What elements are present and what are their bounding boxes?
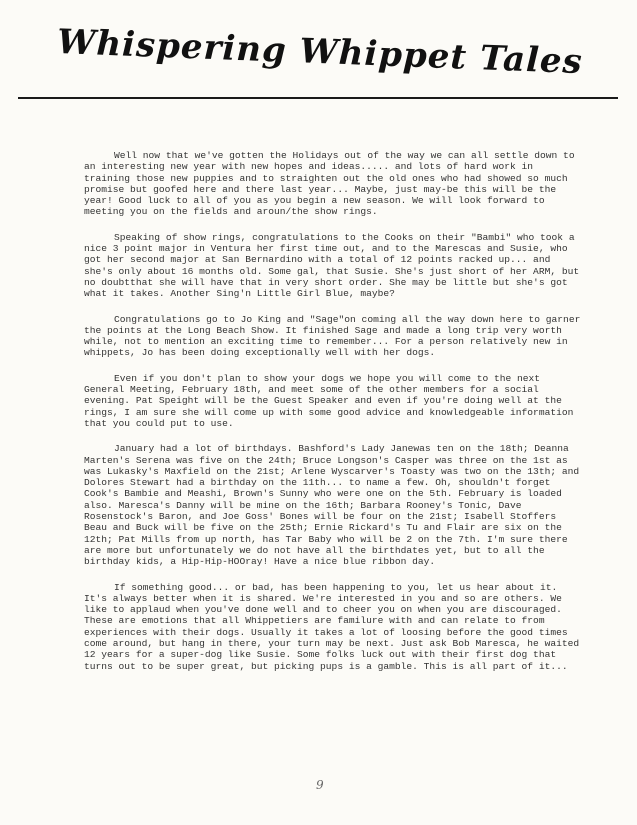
paragraph-show-rings: Speaking of show rings, congratulations to the Cooks on their "Bambi" who took a nice 3 point major in Ventura her first time out, and to the Marescas and Susie, who got her second major at San Bernardino with a total of 12 points racked up... and she's only about 16 months old. Some gal, that Susie. She's just short of her ARM, but no doubtthat she will have that in very short order. She may be little but she's got what it takes. Another Sing'n Little Girl Blue, maybe?	[84, 231, 580, 300]
paragraph-jo-king: Congratulations go to Jo King and "Sage"on coming all the way down here to garner the points at the Long Beach Show. It finished Sage and made a long trip very worth while, not to mention an exciting time to remember... For a person relatively new in whippets, Jo has been doing exceptionally well with her dogs.	[84, 313, 581, 359]
article-body	[84, 150, 584, 686]
paragraph-general-meeting: Even if you don't plan to show your dogs we hope you will come to the next General Meeting, February 18th, and meet some of the other members for a social evening. Pat Speight will be the Guest Speaker and even if you're doing well at the rings, I am sure she will come up with some good advice and knowledgeable information that you could put to use.	[84, 372, 574, 429]
page-number: 9	[316, 778, 324, 792]
newsletter-title: Whispering Whippet Tales	[56, 22, 584, 83]
paragraph-birthdays: January had a lot of birthdays. Bashford's Lady Janewas ten on the 18th; Deanna Marten's Serena was five on the 24th; Bruce Longson's Casper was three on the 1st as was Lukasky's Maxfield on the 21st; Arlene Wyscarver's Toasty was two on the 13th; and Dolores Stewart had a birthday on the 11th... to name a few. Oh, shouldn't forget Cook's Bambie and Meashi, Brown's Sunny who were one on the 5th. February is loaded also. Maresca's Danny will be mine on the 16th; Barbara Rooney's Tonic, Dave Rosenstock's Baron, and Joe Goss' Bones will be four on the 21st; Isabell Stoffers Beau and Buck will be five on the 25th; Ernie Rickard's Tu and Flair are six on the 12th; Pat Mills from up north, has Tar Baby who will be 2 on the 7th. I'm sure there are more but unfortunately we do not have all the birthdates yet, but to all the birthday kids, a Hip-Hip-HOOray! Have a nice blue ribbon day.	[84, 443, 580, 568]
paragraph-share-news: If something good... or bad, has been happening to you, let us hear about it. It's always better when it is shared. We're interested in you and so are others. We like to applaud when you've done well and to cheer you on when you are discouraged. These are emotions that all Whippetiers are familure with and can relate to from experiences with their dogs. Usually it takes a lot of loosing before the good times come around, but hang in there, your turn may be next. Just ask Bob Maresca, he waited 12 years for a super-dog like Susie. Some folks luck out with their first dog that turns out to be super great, but picking pups is a gamble. This is all part of it...	[84, 581, 580, 672]
masthead	[58, 22, 598, 92]
masthead-divider	[18, 97, 618, 99]
paragraph-intro: Well now that we've gotten the Holidays out of the way we can all settle down to an interesting new year with new hopes and ideas..... and lots of hard work in training those new puppies and to straighten out the old ones who had showed so much promise but goofed here and there last year... Maybe, just may-be this will be the year! Good luck to all of you as you begin a new season. We will look forward to meeting you on the fields and aroun/the show rings.	[84, 150, 575, 218]
